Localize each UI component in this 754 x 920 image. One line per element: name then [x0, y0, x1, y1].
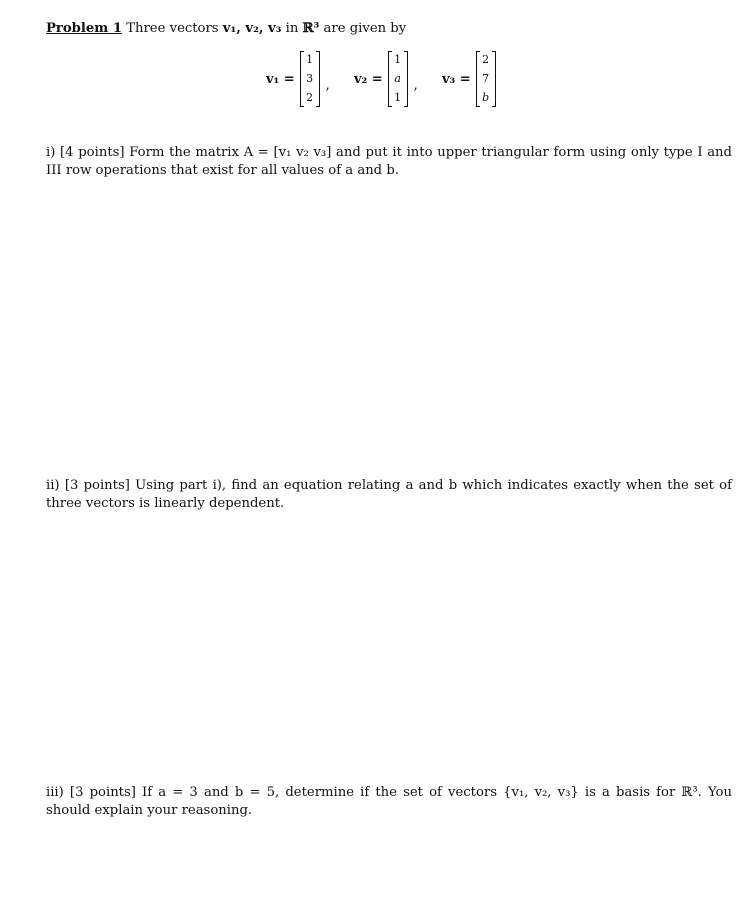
intro-vectors: v₁, v₂, v₃: [222, 21, 282, 36]
part-i: [46, 144, 732, 180]
intro-prefix: Three vectors: [126, 21, 219, 36]
vector-v3-label: v₃ =: [442, 71, 471, 87]
vector-definitions: [0, 49, 754, 109]
vector-v3-entry-3: b: [482, 91, 490, 105]
vector-v2-matrix: [388, 50, 408, 108]
part-i-label: i) [4 points]: [46, 145, 125, 160]
vector-v3: [442, 49, 496, 109]
intro-space: ℝ³: [302, 21, 320, 36]
part-ii: [46, 477, 732, 513]
problem-title: Problem 1: [46, 21, 123, 36]
vector-v1-matrix: [300, 50, 320, 108]
part-iii-text: If a = 3 and b = 5, determine if the set of vectors {v₁, v₂, v₃} is a basis for ℝ³. You should explain your reasoning.: [46, 785, 732, 818]
part-ii-label: ii) [3 points]: [46, 478, 130, 493]
vector-v3-matrix: [476, 50, 496, 108]
vector-v2-entry-1: 1: [394, 52, 402, 66]
vector-v1-entry-2: 3: [306, 71, 314, 85]
vector-v1: [266, 49, 330, 109]
intro-mid: in: [285, 21, 299, 36]
part-i-text: Form the matrix A = [v₁ v₂ v₃] and put it into upper triangular form using only type I and III row operations that exist for all values of a and b.: [46, 145, 732, 178]
vector-v3-entry-2: 7: [482, 71, 490, 85]
vector-v2: [354, 49, 418, 109]
vector-v1-entry-3: 2: [306, 91, 314, 105]
vector-v1-label: v₁ =: [266, 71, 295, 87]
part-ii-text: Using part i), find an equation relating a and b which indicates exactly when the set of three vectors is linearly dependent.: [46, 478, 733, 511]
vector-separator: ,: [413, 77, 418, 93]
part-iii: [46, 784, 732, 820]
vector-v2-entry-3: 1: [394, 91, 402, 105]
problem-header: [46, 20, 730, 38]
intro-suffix: are given by: [323, 21, 407, 36]
vector-separator: ,: [325, 77, 330, 93]
vector-v2-label: v₂ =: [354, 71, 383, 87]
vector-v3-entry-1: 2: [482, 52, 490, 66]
part-iii-label: iii) [3 points]: [46, 785, 136, 800]
vector-v1-entry-1: 1: [306, 52, 314, 66]
vector-v2-entry-2: a: [394, 71, 401, 85]
